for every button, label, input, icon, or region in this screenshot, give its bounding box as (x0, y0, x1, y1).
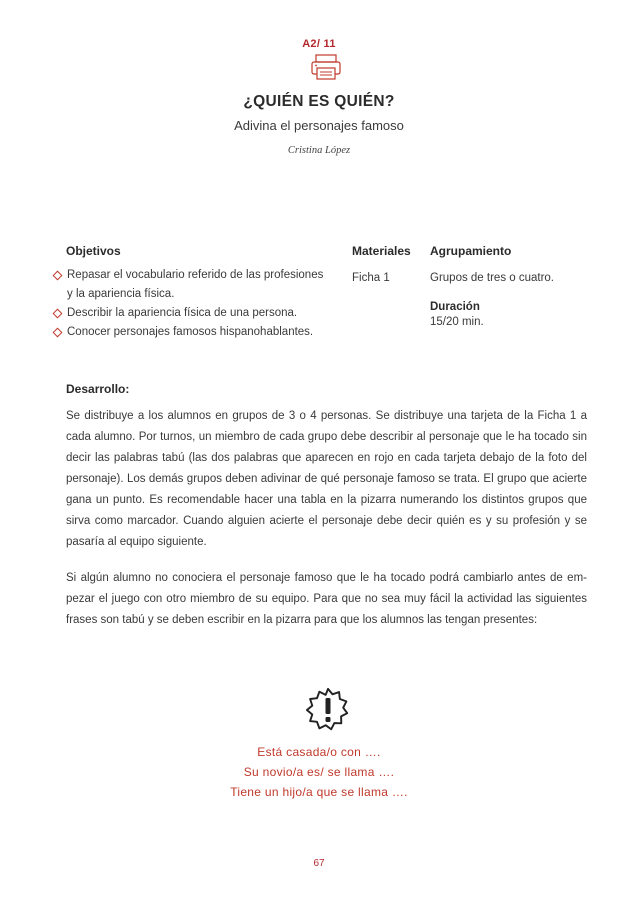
objectives-list (52, 266, 342, 342)
objective-text: Describir la apariencia física de una persona. (67, 307, 298, 319)
list-item (52, 323, 342, 342)
level-code: A2/ 11 (302, 38, 336, 50)
grouping-value: Grupos de tres o cuatro. (430, 272, 555, 284)
diamond-bullet-icon (53, 328, 63, 338)
page-number: 67 (313, 858, 325, 869)
objective-text: y la apariencia física. (67, 288, 175, 300)
objective-text: Repasar el vocabulario referido de las profesiones (67, 269, 324, 281)
materials-heading: Materiales (352, 244, 411, 258)
development-paragraph-1: Se distribuye a los alumnos en grupos de 3 o 4 personas. Se distribuye una tarjeta de la Ficha 1 a cada alumno. Por turnos, un miembro de cada grupo debe describir al personaje que le ha tocado sin decir las palabras tabú (las dos palabras que aparecen en rojo en cada tarjeta debajo de la foto del personaje). Los demás grupos deben adivinar de qué personaje famoso se trata. El grupo que acierte gana un punto. Es recomendable hacer una tabla en la pizarra numerando los distintos grupos que sirva como marcador. Cuando alguien acierte el personaje debe decir quién es y su profesión y se pasaría al equipo siguiente. (66, 410, 587, 548)
materials-value: Ficha 1 (352, 272, 390, 284)
objective-text: Conocer personajes famosos hispanohablantes. (67, 326, 314, 338)
exclamation-badge-icon (304, 686, 352, 734)
printer-icon (311, 54, 341, 80)
diamond-bullet-icon (53, 309, 63, 319)
taboo-phrase: Tiene un hijo/a que se llama …. (230, 785, 408, 799)
list-item (52, 304, 342, 323)
taboo-phrase: Está casada/o con …. (257, 745, 381, 759)
list-item-continuation (52, 285, 342, 304)
development-heading: Desarrollo: (66, 382, 130, 396)
duration-value: 15/20 min. (430, 316, 484, 328)
page-title: ¿QUIÉN ES QUIÉN? (243, 93, 395, 110)
diamond-bullet-icon (53, 271, 63, 281)
author-name: Cristina López (287, 145, 351, 156)
objectives-heading: Objetivos (66, 244, 121, 258)
taboo-phrase: Su novio/a es/ se llama …. (243, 765, 395, 779)
development-paragraph-2: Si algún alumno no conociera el personaje famoso que le ha tocado podrá cambiarlo antes de empezar el juego con otro miembro de su equipo. Para que no sea muy fácil la actividad las siguientes frases son tabú y se deben escribir en la pizarra para que los alumnos las tengan presentes: (66, 572, 587, 626)
grouping-heading: Agrupamiento (430, 244, 512, 258)
list-item (52, 266, 342, 285)
page-subtitle: Adivina el personajes famoso (234, 118, 404, 133)
duration-heading: Duración (430, 301, 480, 313)
